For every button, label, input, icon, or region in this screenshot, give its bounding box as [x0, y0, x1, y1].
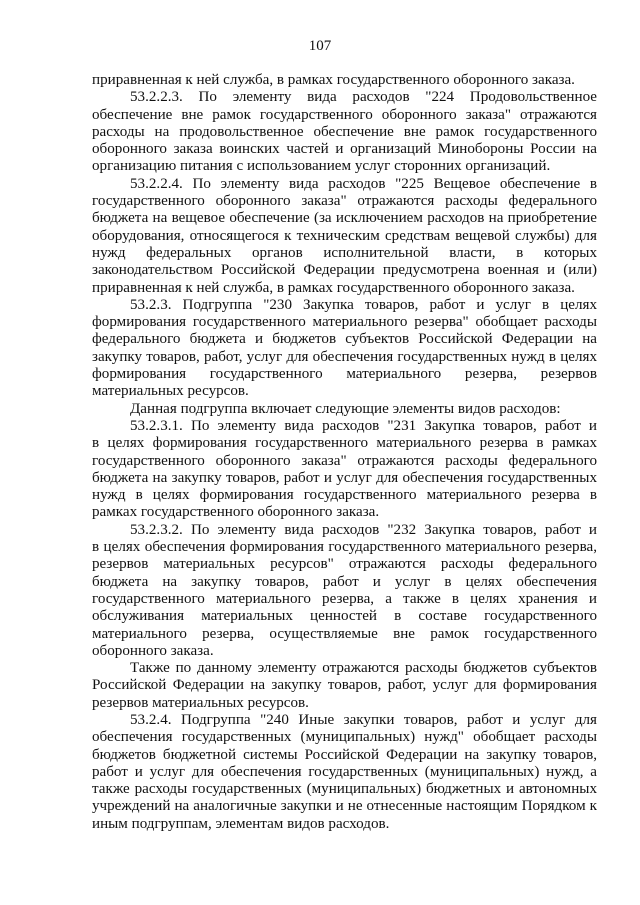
text-line: Данная подгруппа включает следующие элементы видов расходов:	[130, 400, 561, 417]
text-line: 53.2.3.2. По элементу вида расходов "232 Закупка товаров, работ и	[130, 521, 597, 538]
text-line: в целях обеспечения формирования государственного материального резерва,	[92, 539, 597, 556]
text-line: приравненная к ней служба, в рамках государственного оборонного заказа.	[92, 72, 575, 88]
text-line: иным подгруппам, элементам видов расходов.	[92, 815, 390, 832]
text-line: оборонного заказа воинских частей и организаций Минобороны России на	[92, 141, 597, 158]
text-line: материальных ресурсов.	[92, 383, 249, 400]
text-line: учреждений на аналогичные закупки и не отнесенные настоящим Порядком к	[92, 798, 597, 815]
text-line: 53.2.2.4. По элементу вида расходов "225 Вещевое обеспечение в	[130, 175, 597, 192]
text-line: 53.2.3.1. По элементу вида расходов "231 Закупка товаров, работ и	[130, 417, 597, 434]
text-line: 53.2.3. Подгруппа "230 Закупка товаров, работ и услуг в целях	[130, 296, 597, 313]
text-line: нужд в целях формирования государственного материального резерва в	[92, 487, 597, 504]
text-line: приравненная к ней служба, в рамках государственного оборонного заказа.	[92, 279, 575, 296]
text-line: формирования государственного материального резерва" обобщает расходы	[92, 314, 597, 331]
text-line: бюджета на вещевое обеспечение (за исключением расходов на приобретение	[92, 210, 597, 227]
text-line: федерального бюджета и бюджетов субъектов Российской Федерации на	[92, 331, 597, 348]
text-line: обеспечения государственных (муниципальных) нужд" обобщает расходы	[92, 729, 597, 746]
page-number: 107	[308, 38, 332, 54]
text-line: бюджета на закупку товаров, работ и услуг для обеспечения государственных	[92, 469, 597, 486]
text-line: Российской Федерации на закупку товаров, работ, услуг для формирования	[92, 677, 597, 694]
text-line: оборонного заказа.	[92, 642, 214, 659]
text-line: расходы на продовольственное обеспечение вне рамок государственного	[92, 123, 597, 140]
text-line: материального резерва, осуществляемые вне рамок государственного	[92, 625, 597, 642]
text-line: государственного материального резерва, а также в целях хранения и	[92, 590, 597, 607]
text-line: рамках государственного оборонного заказа.	[92, 504, 380, 521]
text-line: обеспечение вне рамок государственного оборонного заказа" отражаются	[92, 106, 597, 123]
text-line: государственного оборонного заказа" отражаются расходы федерального	[92, 193, 597, 210]
text-line: организацию питания с использованием услуг сторонних организаций.	[92, 158, 551, 175]
text-line: Также по данному элементу отражаются расходы бюджетов субъектов	[130, 660, 597, 677]
text-line: законодательством Российской Федерации предусмотрена военная и (или)	[92, 262, 597, 279]
text-line: оборудования, относящегося к техническим средствам вещевой службы) для	[92, 227, 597, 244]
document-body	[92, 72, 597, 833]
text-line: резервов материальных ресурсов.	[92, 694, 309, 711]
text-line: формирования государственного материального резерва, резервов	[92, 366, 597, 383]
text-line: обслуживания материальных ценностей в составе государственного	[92, 608, 597, 625]
text-line: 53.2.2.3. По элементу вида расходов "224 Продовольственное	[130, 89, 597, 106]
text-line: бюджета на закупку товаров, работ и услуг в целях обеспечения	[92, 573, 597, 590]
text-line: бюджетов бюджетной системы Российской Федерации на закупку товаров,	[92, 746, 597, 763]
text-line: резервов материальных ресурсов" отражаются расходы федерального	[92, 556, 597, 573]
text-line: также расходы государственных (муниципальных) бюджетных и автономных	[92, 781, 597, 798]
text-line: 53.2.4. Подгруппа "240 Иные закупки товаров, работ и услуг для	[130, 711, 597, 728]
text-line: в целях формирования государственного материального резерва в рамках	[92, 435, 597, 452]
text-line: государственного оборонного заказа" отражаются расходы федерального	[92, 452, 597, 469]
text-line: нужд федеральных органов исполнительной власти, в которых	[92, 244, 597, 261]
text-line: работ и услуг для обеспечения государственных (муниципальных) нужд, а	[92, 763, 597, 780]
text-line: закупку товаров, работ, услуг для обеспечения государственных нужд в целях	[92, 348, 597, 365]
